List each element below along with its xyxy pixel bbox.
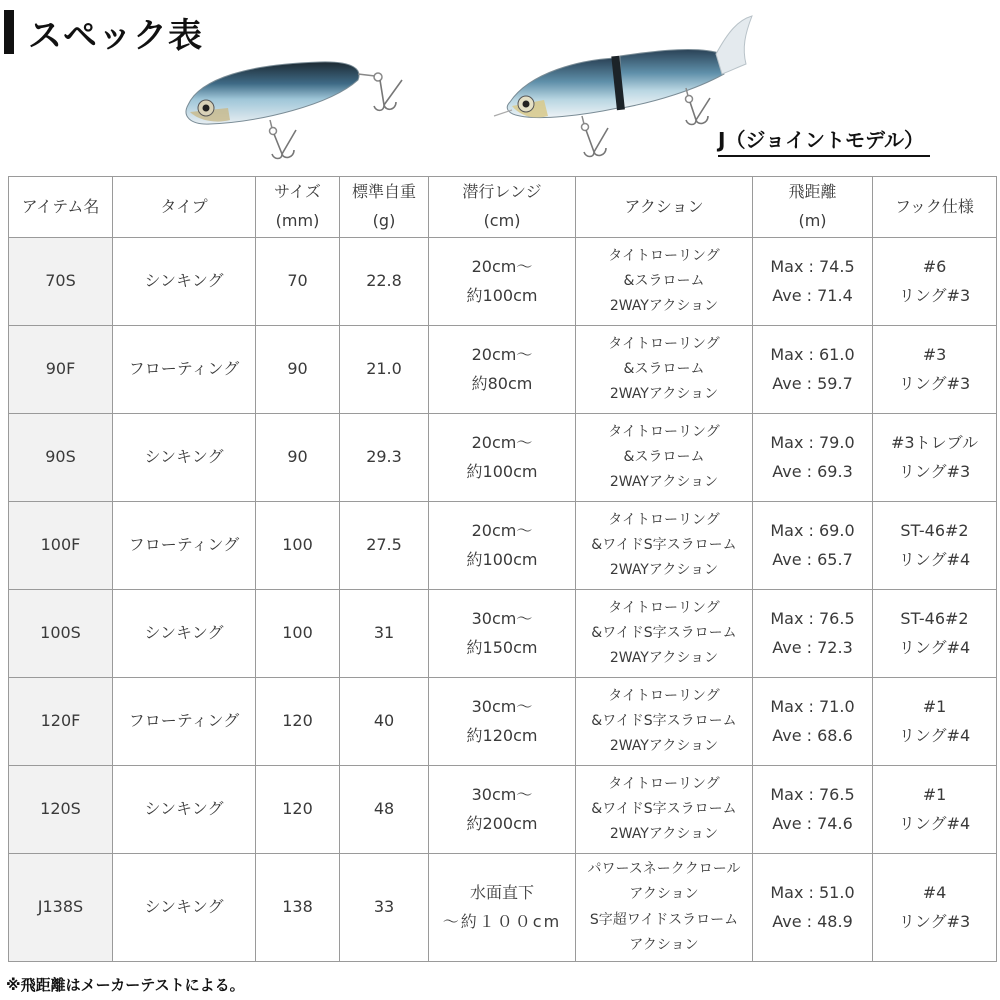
title-block bbox=[0, 10, 203, 54]
action-line: 2WAYアクション bbox=[609, 386, 719, 403]
header-weight-label: 標準自重 bbox=[351, 182, 416, 202]
table-row bbox=[9, 326, 997, 414]
action-line: パワースネーククロール bbox=[587, 861, 741, 878]
distance-max: Max : 71.0 bbox=[770, 696, 855, 716]
cell-type: シンキング bbox=[113, 590, 256, 678]
hook-line: リング#3 bbox=[898, 373, 971, 393]
header-row bbox=[9, 177, 997, 238]
action-line: アクション bbox=[629, 936, 699, 953]
header-distance-label: 飛距離 bbox=[788, 182, 837, 202]
header-weight-unit: (g) bbox=[372, 211, 396, 230]
distance-max: Max : 74.5 bbox=[770, 256, 855, 276]
header-size-unit: (mm) bbox=[275, 211, 320, 230]
action-line: タイトローリング bbox=[608, 335, 720, 352]
cell-hook bbox=[873, 590, 997, 678]
action-line: タイトローリング bbox=[608, 599, 720, 616]
cell-size: 120 bbox=[256, 678, 340, 766]
range-line: 約80cm bbox=[471, 373, 533, 393]
cell-weight: 33 bbox=[340, 854, 429, 962]
header-item-name: アイテム名 bbox=[9, 177, 113, 238]
range-line: 20cm〜 bbox=[471, 520, 533, 540]
cell-type: シンキング bbox=[113, 238, 256, 326]
spec-table bbox=[8, 176, 997, 962]
table-row bbox=[9, 414, 997, 502]
cell-range bbox=[429, 854, 576, 962]
cell-type: シンキング bbox=[113, 854, 256, 962]
cell-distance bbox=[753, 502, 873, 590]
action-line: アクション bbox=[629, 886, 699, 903]
cell-range bbox=[429, 414, 576, 502]
range-line: 約100cm bbox=[466, 461, 538, 481]
cell-hook bbox=[873, 326, 997, 414]
cell-size: 120 bbox=[256, 766, 340, 854]
distance-max: Max : 76.5 bbox=[770, 608, 855, 628]
lure-image-standard bbox=[170, 50, 420, 165]
action-line: 2WAYアクション bbox=[609, 650, 719, 667]
range-line: 約150cm bbox=[466, 637, 538, 657]
hook-line: リング#4 bbox=[898, 725, 971, 745]
action-line: 2WAYアクション bbox=[609, 738, 719, 755]
cell-size: 70 bbox=[256, 238, 340, 326]
cell-size: 100 bbox=[256, 502, 340, 590]
range-line: 〜約１００cm bbox=[442, 911, 562, 931]
action-line: 2WAYアクション bbox=[609, 474, 719, 491]
cell-hook bbox=[873, 238, 997, 326]
cell-range bbox=[429, 326, 576, 414]
cell-item-name: 120S bbox=[9, 766, 113, 854]
hook-line: リング#4 bbox=[898, 637, 971, 657]
header-type: タイプ bbox=[113, 177, 256, 238]
cell-hook bbox=[873, 414, 997, 502]
cell-range bbox=[429, 502, 576, 590]
range-line: 約100cm bbox=[466, 285, 538, 305]
hook-line: #3 bbox=[922, 344, 947, 364]
header-hook: フック仕様 bbox=[873, 177, 997, 238]
page-title: スペック表 bbox=[28, 15, 203, 56]
range-line: 20cm〜 bbox=[471, 256, 533, 276]
hook-line: リング#3 bbox=[898, 285, 971, 305]
distance-max: Max : 61.0 bbox=[770, 344, 855, 364]
cell-hook bbox=[873, 854, 997, 962]
header-range-unit: (cm) bbox=[483, 211, 521, 230]
action-line: &ワイドS字スラローム bbox=[591, 536, 737, 553]
header-range bbox=[429, 177, 576, 238]
hook-line: ST-46#2 bbox=[900, 608, 969, 628]
cell-item-name: 70S bbox=[9, 238, 113, 326]
cell-item-name: 120F bbox=[9, 678, 113, 766]
header-distance-unit: (m) bbox=[798, 211, 827, 230]
cell-item-name: 90F bbox=[9, 326, 113, 414]
range-line: 約120cm bbox=[466, 725, 538, 745]
cell-distance bbox=[753, 854, 873, 962]
distance-ave: Ave : 74.6 bbox=[772, 813, 853, 833]
table-row bbox=[9, 238, 997, 326]
cell-weight: 31 bbox=[340, 590, 429, 678]
cell-type: フローティング bbox=[113, 326, 256, 414]
cell-item-name: 100S bbox=[9, 590, 113, 678]
distance-max: Max : 51.0 bbox=[770, 882, 855, 902]
cell-type: シンキング bbox=[113, 766, 256, 854]
joint-model-caption: J（ジョイントモデル） bbox=[718, 124, 930, 157]
header-range-label: 潜行レンジ bbox=[462, 182, 542, 202]
title-accent-bar bbox=[4, 10, 14, 54]
cell-size: 100 bbox=[256, 590, 340, 678]
action-line: &ワイドS字スラローム bbox=[591, 712, 737, 729]
distance-ave: Ave : 59.7 bbox=[772, 373, 853, 393]
hook-line: ST-46#2 bbox=[900, 520, 969, 540]
hook-line: リング#4 bbox=[898, 549, 971, 569]
cell-weight: 48 bbox=[340, 766, 429, 854]
cell-distance bbox=[753, 238, 873, 326]
cell-action bbox=[576, 678, 753, 766]
range-line: 30cm〜 bbox=[471, 784, 533, 804]
range-line: 30cm〜 bbox=[471, 696, 533, 716]
hook-line: #1 bbox=[922, 784, 947, 804]
cell-hook bbox=[873, 502, 997, 590]
cell-range bbox=[429, 238, 576, 326]
distance-max: Max : 69.0 bbox=[770, 520, 855, 540]
distance-max: Max : 76.5 bbox=[770, 784, 855, 804]
cell-range bbox=[429, 766, 576, 854]
cell-range bbox=[429, 678, 576, 766]
table-row bbox=[9, 766, 997, 854]
hook-line: #3トレブル bbox=[891, 432, 978, 452]
action-line: タイトローリング bbox=[608, 247, 720, 264]
header-weight bbox=[340, 177, 429, 238]
distance-ave: Ave : 65.7 bbox=[772, 549, 853, 569]
header-size-label: サイズ bbox=[274, 182, 321, 202]
cell-size: 138 bbox=[256, 854, 340, 962]
cell-type: シンキング bbox=[113, 414, 256, 502]
action-line: S字超ワイドスラローム bbox=[589, 911, 739, 928]
action-line: 2WAYアクション bbox=[609, 298, 719, 315]
table-row bbox=[9, 590, 997, 678]
distance-ave: Ave : 48.9 bbox=[772, 911, 853, 931]
hook-line: リング#4 bbox=[898, 813, 971, 833]
cell-action bbox=[576, 502, 753, 590]
cell-hook bbox=[873, 678, 997, 766]
cell-action bbox=[576, 326, 753, 414]
cell-distance bbox=[753, 414, 873, 502]
action-line: &スラローム bbox=[623, 448, 705, 465]
hook-line: リング#3 bbox=[898, 461, 971, 481]
cell-weight: 29.3 bbox=[340, 414, 429, 502]
action-line: タイトローリング bbox=[608, 687, 720, 704]
cell-type: フローティング bbox=[113, 502, 256, 590]
action-line: &ワイドS字スラローム bbox=[591, 624, 737, 641]
hook-line: リング#3 bbox=[898, 911, 971, 931]
action-line: 2WAYアクション bbox=[609, 562, 719, 579]
cell-action bbox=[576, 590, 753, 678]
cell-action bbox=[576, 238, 753, 326]
cell-distance bbox=[753, 678, 873, 766]
action-line: &スラローム bbox=[623, 360, 705, 377]
header-action: アクション bbox=[576, 177, 753, 238]
range-line: 20cm〜 bbox=[471, 344, 533, 364]
table-row bbox=[9, 678, 997, 766]
cell-distance bbox=[753, 326, 873, 414]
cell-distance bbox=[753, 766, 873, 854]
action-line: タイトローリング bbox=[608, 423, 720, 440]
action-line: &ワイドS字スラローム bbox=[591, 800, 737, 817]
action-line: 2WAYアクション bbox=[609, 826, 719, 843]
cell-item-name: J138S bbox=[9, 854, 113, 962]
range-line: 水面直下 bbox=[469, 882, 534, 902]
range-line: 30cm〜 bbox=[471, 608, 533, 628]
cell-action bbox=[576, 414, 753, 502]
cell-weight: 40 bbox=[340, 678, 429, 766]
distance-ave: Ave : 68.6 bbox=[772, 725, 853, 745]
cell-distance bbox=[753, 590, 873, 678]
header-size bbox=[256, 177, 340, 238]
cell-size: 90 bbox=[256, 414, 340, 502]
distance-ave: Ave : 72.3 bbox=[772, 637, 853, 657]
cell-weight: 21.0 bbox=[340, 326, 429, 414]
range-line: 20cm〜 bbox=[471, 432, 533, 452]
hook-line: #1 bbox=[922, 696, 947, 716]
distance-max: Max : 79.0 bbox=[770, 432, 855, 452]
hook-line: #4 bbox=[922, 882, 947, 902]
table-row bbox=[9, 502, 997, 590]
action-line: &スラローム bbox=[623, 272, 705, 289]
cell-action bbox=[576, 854, 753, 962]
cell-type: フローティング bbox=[113, 678, 256, 766]
table-row bbox=[9, 854, 997, 962]
distance-ave: Ave : 69.3 bbox=[772, 461, 853, 481]
cell-weight: 22.8 bbox=[340, 238, 429, 326]
cell-range bbox=[429, 590, 576, 678]
cell-hook bbox=[873, 766, 997, 854]
cell-weight: 27.5 bbox=[340, 502, 429, 590]
cell-action bbox=[576, 766, 753, 854]
cell-item-name: 90S bbox=[9, 414, 113, 502]
range-line: 約100cm bbox=[466, 549, 538, 569]
action-line: タイトローリング bbox=[608, 775, 720, 792]
header-distance bbox=[753, 177, 873, 238]
range-line: 約200cm bbox=[466, 813, 538, 833]
distance-ave: Ave : 71.4 bbox=[772, 285, 853, 305]
cell-size: 90 bbox=[256, 326, 340, 414]
action-line: タイトローリング bbox=[608, 511, 720, 528]
cell-item-name: 100F bbox=[9, 502, 113, 590]
footnote: ※飛距離はメーカーテストによる。 bbox=[6, 976, 245, 994]
hook-line: #6 bbox=[922, 256, 947, 276]
